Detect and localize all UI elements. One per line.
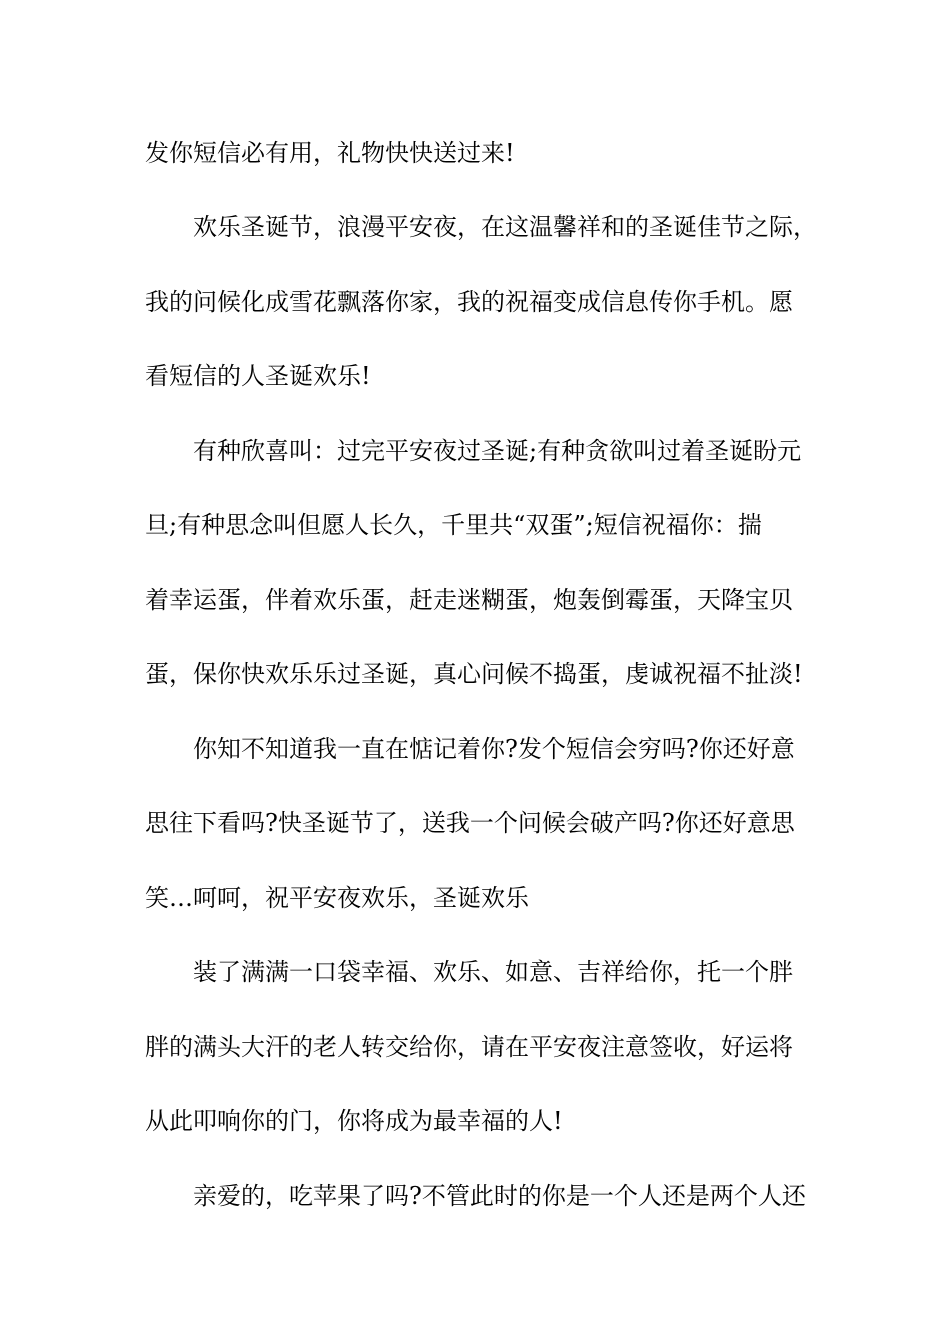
- text-line: 发你短信必有用，礼物快快送过来!: [145, 139, 515, 167]
- text-line: 从此叩响你的门，你将成为最幸福的人!: [145, 1107, 563, 1135]
- text-line: 思往下看吗?快圣诞节了，送我一个问候会破产吗?你还好意思: [145, 809, 795, 837]
- text-line: 看短信的人圣诞欢乐!: [145, 362, 371, 390]
- text-line: 笑…呵呵，祝平安夜欢乐，圣诞欢乐: [145, 884, 529, 912]
- paragraph-start-line: 装了满满一口袋幸福、欢乐、如意、吉祥给你，托一个胖: [193, 958, 793, 986]
- paragraph-start-line: 欢乐圣诞节，浪漫平安夜，在这温馨祥和的圣诞佳节之际，: [193, 213, 817, 241]
- text-line: 旦;有种思念叫但愿人长久，千里共“双蛋”;短信祝福你：揣: [145, 511, 762, 539]
- paragraph-start-line: 你知不知道我一直在惦记着你?发个短信会穷吗?你还好意: [193, 735, 795, 763]
- text-line: 蛋，保你快欢乐乐过圣诞，真心问候不捣蛋，虔诚祝福不扯淡!: [145, 660, 803, 688]
- paragraph-start-line: 有种欣喜叫：过完平安夜过圣诞;有种贪欲叫过着圣诞盼元: [193, 437, 802, 465]
- paragraph-start-line: 亲爱的，吃苹果了吗?不管此时的你是一个人还是两个人还: [193, 1182, 806, 1210]
- text-line: 着幸运蛋，伴着欢乐蛋，赶走迷糊蛋，炮轰倒霉蛋，天降宝贝: [145, 586, 793, 614]
- text-line: 我的问候化成雪花飘落你家，我的祝福变成信息传你手机。愿: [145, 288, 793, 316]
- text-line: 胖的满头大汗的老人转交给你，请在平安夜注意签收，好运将: [145, 1033, 793, 1061]
